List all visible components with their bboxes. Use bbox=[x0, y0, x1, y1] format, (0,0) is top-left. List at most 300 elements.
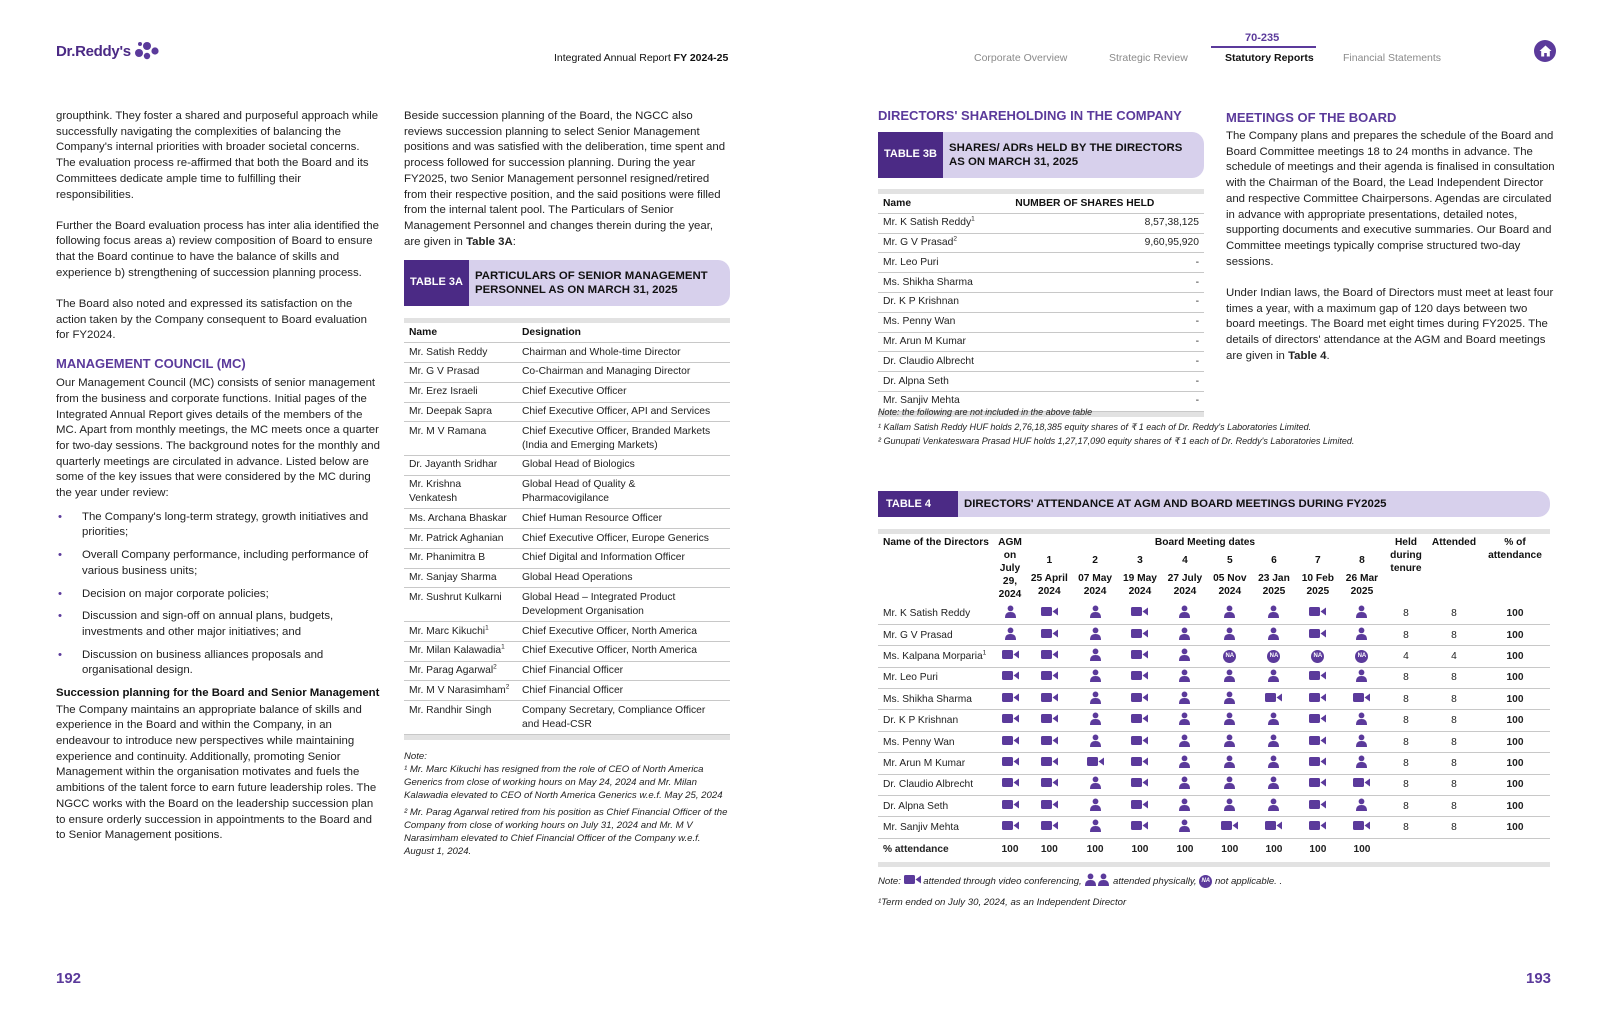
logo-text: Dr.Reddy's bbox=[56, 42, 131, 60]
cell-pct: 100 bbox=[1506, 779, 1524, 791]
cell-attendance bbox=[1118, 646, 1163, 667]
cell-attendance bbox=[1208, 753, 1253, 774]
column-header-meeting bbox=[1026, 552, 1073, 603]
cell-shares: - bbox=[1195, 256, 1199, 268]
cell-attendance bbox=[1118, 624, 1163, 645]
cell-attendance bbox=[1073, 624, 1118, 645]
name-text: Mr. Leo Puri bbox=[883, 672, 938, 684]
table-row bbox=[404, 343, 730, 363]
report-title bbox=[554, 52, 728, 64]
cell-attendance bbox=[1026, 774, 1073, 795]
section-heading-mc: MANAGEMENT COUNCIL (MC) bbox=[56, 356, 246, 372]
meeting-number: 2 bbox=[1092, 555, 1098, 567]
video-conference-icon bbox=[1041, 628, 1058, 643]
video-conference-icon bbox=[1309, 735, 1326, 750]
cell-name bbox=[404, 422, 517, 456]
video-conference-icon bbox=[1002, 692, 1019, 707]
paragraph: The Company maintains an appropriate balance of skills and experience in the Board and within the Company, in an endeavour to introduce new perspectives while maintaining experience and continuity. Additionally, promoting Senior Management within the organisation motivates and fuels the ambitions of the talent force to earn future leadership roles. The NGCC works with the Board on the leadership succession plan to ensure orderly succession in appointments to the Board and to Senior Management positions. bbox=[56, 703, 377, 842]
cell-name bbox=[404, 475, 517, 509]
report-title-year: FY 2024-25 bbox=[673, 52, 729, 64]
cell-attendance bbox=[1252, 774, 1296, 795]
table-row bbox=[878, 689, 1550, 710]
table-row bbox=[404, 509, 730, 529]
cell-attendance bbox=[1162, 646, 1207, 667]
video-conference-icon bbox=[1309, 799, 1326, 814]
cell-designation: Chief Executive Officer, North America bbox=[522, 645, 697, 657]
cell-attendance bbox=[1340, 774, 1384, 795]
table-3b bbox=[878, 194, 1204, 412]
attended-physically-icon bbox=[1355, 669, 1368, 686]
cell-attendance bbox=[1208, 817, 1253, 838]
table-3b-notes bbox=[878, 405, 1438, 449]
cell-name bbox=[878, 332, 1010, 352]
video-conference-icon bbox=[1002, 649, 1019, 664]
list-item: • Decision on major corporate policies; bbox=[56, 587, 382, 603]
cell-attendance bbox=[994, 796, 1026, 817]
table-row bbox=[878, 646, 1550, 667]
cell-pct: 100 bbox=[1506, 607, 1524, 619]
meeting-number: 6 bbox=[1271, 555, 1277, 567]
attended-physically-icon bbox=[1223, 605, 1236, 622]
cell-attendance bbox=[1073, 774, 1118, 795]
cell-empty bbox=[1480, 838, 1550, 859]
logo-mark-icon bbox=[134, 40, 162, 62]
name-text: Mr. Erez Israeli bbox=[409, 386, 478, 398]
video-conference-icon bbox=[1041, 820, 1058, 835]
cell-attendance bbox=[994, 603, 1026, 624]
video-conference-icon bbox=[1309, 692, 1326, 707]
video-conference-icon bbox=[1309, 606, 1326, 621]
cell-attendance bbox=[1026, 710, 1073, 731]
column-header-directors: Name of the Directors bbox=[883, 537, 989, 548]
table-3b-title: SHARES/ ADRs HELD BY THE DIRECTORS AS ON MARCH 31, 2025 bbox=[948, 142, 1183, 168]
meetings-text: Under Indian laws, the Board of Directors must meet at least four times a year, with a maximum gap of 120 days between two board meetings. The Board met eight times during FY2025. The details of directors' attendance at the AGM and Board meetings are given in bbox=[1226, 286, 1554, 362]
list-item: • The Company's long-term strategy, growth initiatives and priorities; bbox=[56, 510, 382, 541]
video-icon bbox=[904, 874, 921, 889]
cell-name bbox=[878, 372, 1010, 392]
cell-total: 100 bbox=[1176, 843, 1194, 855]
total-label: % attendance bbox=[883, 843, 949, 855]
attended-physically-icon bbox=[1089, 691, 1102, 708]
column-header-meeting bbox=[1118, 552, 1163, 603]
meeting-number: 1 bbox=[1046, 555, 1053, 567]
cell-attendance bbox=[1340, 731, 1384, 752]
cell-designation: Chief Executive Officer bbox=[522, 386, 627, 398]
table-row bbox=[404, 422, 730, 456]
cell-held: 8 bbox=[1403, 607, 1409, 619]
name-text: Mr. K Satish Reddy bbox=[883, 217, 972, 229]
cell-name bbox=[878, 753, 994, 774]
list-item: • Discussion and sign-off on annual plans, budgets, investments and other major initiatives; and bbox=[56, 609, 382, 640]
attended-physically-icon bbox=[1089, 819, 1102, 836]
attended-physically-icon bbox=[1223, 776, 1236, 793]
cell-designation: Chairman and Whole-time Director bbox=[522, 346, 681, 358]
section-nav bbox=[962, 30, 1452, 66]
cell-attended: 8 bbox=[1451, 822, 1457, 834]
cell-attended: 8 bbox=[1451, 672, 1457, 684]
legend-na: not applicable. . bbox=[1214, 875, 1283, 887]
cell-attended: 8 bbox=[1451, 607, 1457, 619]
table-row bbox=[878, 796, 1550, 817]
cell-shares: - bbox=[1195, 375, 1199, 387]
footnote-marker: 2 bbox=[505, 683, 510, 691]
video-conference-icon bbox=[1087, 756, 1104, 771]
cell-held: 8 bbox=[1403, 736, 1409, 748]
cell-attendance bbox=[1026, 667, 1073, 688]
cell-name bbox=[404, 701, 517, 735]
cell-attended: 8 bbox=[1451, 715, 1457, 727]
table-row bbox=[404, 455, 730, 475]
video-conference-icon bbox=[1353, 692, 1370, 707]
note-label: Note: bbox=[404, 750, 427, 762]
attended-physically-icon bbox=[1355, 627, 1368, 644]
cell-designation: Chief Executive Officer, North America bbox=[522, 625, 697, 637]
meeting-date: 07 May 2024 bbox=[1078, 573, 1113, 598]
cell-held: 8 bbox=[1403, 693, 1409, 705]
attended-physically-icon bbox=[1089, 712, 1102, 729]
tab-financial-statements[interactable]: Financial Statements bbox=[1343, 52, 1442, 64]
cell-total: 100 bbox=[1221, 843, 1239, 855]
nav-page-range: 70-235 bbox=[1245, 32, 1280, 44]
cell-pct: 100 bbox=[1506, 822, 1524, 834]
table-row bbox=[878, 292, 1204, 312]
table-row bbox=[878, 233, 1204, 253]
table-3a-ref[interactable]: Table 3A bbox=[466, 235, 513, 248]
cell-designation: Global Head Operations bbox=[522, 572, 633, 584]
name-text: Mr. Sanjiv Mehta bbox=[883, 395, 960, 407]
attended-physically-icon bbox=[1267, 776, 1280, 793]
left-column-2 bbox=[404, 109, 730, 858]
attended-physically-icon bbox=[1267, 605, 1280, 622]
table-row bbox=[878, 253, 1204, 273]
attended-physically-icon bbox=[1178, 798, 1191, 815]
cell-shares: 8,57,38,125 bbox=[1144, 217, 1199, 229]
attended-physically-icon bbox=[1178, 691, 1191, 708]
meetings-end: . bbox=[1326, 349, 1330, 362]
footnote-marker: 1 bbox=[501, 643, 505, 651]
name-text: Ms. Shikha Sharma bbox=[883, 276, 973, 288]
column-header-held: Held during tenure bbox=[1390, 537, 1422, 574]
attended-physically-icon bbox=[1089, 776, 1102, 793]
attended-physically-icon bbox=[1178, 734, 1191, 751]
video-conference-icon bbox=[1041, 692, 1058, 707]
table-row bbox=[878, 352, 1204, 372]
home-button[interactable] bbox=[1534, 40, 1556, 62]
cell-attendance bbox=[1340, 646, 1384, 667]
cell-name bbox=[404, 455, 517, 475]
cell-attended: 8 bbox=[1451, 757, 1457, 769]
cell-attendance bbox=[994, 667, 1026, 688]
name-text: Mr. Arun M Kumar bbox=[883, 757, 966, 769]
legend-video: attended through video conferencing, bbox=[923, 875, 1082, 887]
table-4-block bbox=[878, 491, 1550, 909]
cell-total: 100 bbox=[1001, 843, 1019, 855]
cell-name bbox=[878, 710, 994, 731]
table-row bbox=[878, 731, 1550, 752]
cell-pct: 100 bbox=[1506, 715, 1524, 727]
column-header-pct: % of attendance bbox=[1488, 537, 1542, 561]
cell-attendance bbox=[1252, 646, 1296, 667]
cell-attendance bbox=[1118, 710, 1163, 731]
table-rule bbox=[878, 862, 1550, 867]
cell-attendance bbox=[1118, 817, 1163, 838]
video-conference-icon bbox=[1221, 820, 1238, 835]
cell-held: 8 bbox=[1403, 757, 1409, 769]
cell-shares: - bbox=[1195, 395, 1199, 407]
cell-pct: 100 bbox=[1506, 693, 1524, 705]
cell-attendance bbox=[994, 817, 1026, 838]
cell-attended: 8 bbox=[1451, 629, 1457, 641]
meeting-date: 25 April 2024 bbox=[1030, 573, 1068, 598]
cell-name bbox=[878, 273, 1010, 293]
column-header-board-dates: Board Meeting dates bbox=[1154, 537, 1256, 548]
table-row bbox=[404, 475, 730, 509]
name-text: Mr. Parag Agarwal bbox=[409, 665, 494, 677]
cell-shares: - bbox=[1195, 316, 1199, 328]
cell-name bbox=[404, 568, 517, 588]
video-conference-icon bbox=[1002, 799, 1019, 814]
note-0: Note: the following are not included in the above table bbox=[878, 407, 1093, 417]
name-text: Dr. Jayanth Sridhar bbox=[409, 459, 498, 471]
cell-name bbox=[878, 817, 994, 838]
cell-designation: Global Head of Biologics bbox=[522, 459, 635, 471]
table-row bbox=[404, 681, 730, 701]
table-row bbox=[404, 661, 730, 681]
video-conference-icon bbox=[1002, 820, 1019, 835]
cell-attendance bbox=[1162, 689, 1207, 710]
cell-attendance bbox=[1162, 731, 1207, 752]
video-conference-icon bbox=[1131, 820, 1148, 835]
cell-pct: 100 bbox=[1506, 757, 1524, 769]
cell-attendance bbox=[1252, 603, 1296, 624]
cell-name bbox=[878, 667, 994, 688]
table-row bbox=[404, 641, 730, 661]
cell-attendance bbox=[1162, 796, 1207, 817]
cell-attendance bbox=[1340, 710, 1384, 731]
cell-attendance bbox=[994, 753, 1026, 774]
name-text: Mr. Sanjiv Mehta bbox=[883, 822, 959, 834]
name-text: Mr. Sanjay Sharma bbox=[409, 572, 497, 584]
cell-attendance bbox=[1118, 753, 1163, 774]
footnote-marker: 2 bbox=[493, 663, 497, 671]
cell-attendance bbox=[1073, 731, 1118, 752]
cell-attendance bbox=[994, 710, 1026, 731]
table-3a bbox=[404, 323, 730, 735]
name-text: Mr. Krishna Venkatesh bbox=[409, 479, 462, 504]
note-1: ¹ Kallam Satish Reddy HUF holds 2,76,18,385 equity shares of ₹ 1 each of Dr. Reddy's Laboratories Limited. bbox=[878, 421, 1312, 432]
table-row bbox=[404, 588, 730, 622]
video-conference-icon bbox=[1265, 692, 1282, 707]
mc-issues-list bbox=[56, 510, 382, 679]
paragraph: The Board also noted and expressed its satisfaction on the action taken by the Company consequent to Board evaluation for FY2024. bbox=[56, 298, 367, 342]
name-text: Mr. Satish Reddy bbox=[409, 346, 488, 358]
attended-physically-icon bbox=[1089, 648, 1102, 665]
name-text: Mr. Patrick Aghanian bbox=[409, 532, 504, 544]
cell-name bbox=[404, 588, 517, 622]
attended-physically-icon bbox=[1004, 627, 1017, 644]
video-conference-icon bbox=[1041, 756, 1058, 771]
name-text: Ms. Archana Bhaskar bbox=[409, 512, 507, 524]
cell-name bbox=[878, 233, 1010, 253]
cell-attendance bbox=[994, 624, 1026, 645]
cell-attendance bbox=[1162, 624, 1207, 645]
note-1: ¹ Mr. Marc Kikuchi has resigned from the role of CEO of North America Generics from close of working hours on May 24, 2024 and Mr. Milan Kalawadia elevated to CEO of North America Generics w.e.f. May 25, 2024 bbox=[404, 763, 723, 801]
table-3a-notes bbox=[404, 750, 730, 858]
table-4-ref[interactable]: Table 4 bbox=[1288, 349, 1327, 362]
video-conference-icon bbox=[1131, 606, 1148, 621]
meeting-number: 8 bbox=[1359, 555, 1365, 567]
table-row bbox=[404, 622, 730, 642]
video-conference-icon bbox=[1002, 777, 1019, 792]
attended-physically-icon bbox=[1267, 755, 1280, 772]
table-row bbox=[878, 372, 1204, 392]
footnote-marker: 1 bbox=[971, 215, 975, 223]
cell-name bbox=[404, 548, 517, 568]
video-conference-icon bbox=[1131, 713, 1148, 728]
cell-attendance bbox=[1296, 774, 1340, 795]
cell-shares: - bbox=[1195, 355, 1199, 367]
attended-physically-icon bbox=[1355, 712, 1368, 729]
note-prefix: Note: bbox=[878, 875, 901, 887]
cell-attendance bbox=[1296, 646, 1340, 667]
video-conference-icon bbox=[1309, 670, 1326, 685]
name-text: Mr. Leo Puri bbox=[883, 256, 939, 268]
cell-attendance bbox=[1252, 667, 1296, 688]
note-2: ² Mr. Parag Agarwal retired from his position as Chief Financial Officer of the Company from close of working hours on July 31, 2024 and Mr. M V Narasimham elevated to Chief Financial Officer of the Company w.e.f. August 1, 2024. bbox=[404, 806, 728, 857]
attended-physically-icon bbox=[1267, 669, 1280, 686]
video-conference-icon bbox=[1309, 820, 1326, 835]
meeting-number: 5 bbox=[1226, 555, 1233, 567]
cell-attended: 8 bbox=[1451, 800, 1457, 812]
attended-physically-icon bbox=[1178, 776, 1191, 793]
cell-total: 100 bbox=[1265, 843, 1283, 855]
cell-designation: Chief Executive Officer, API and Services bbox=[522, 406, 711, 418]
cell-attendance bbox=[1296, 731, 1340, 752]
table-row bbox=[878, 817, 1550, 838]
cell-name bbox=[404, 641, 517, 661]
cell-name bbox=[404, 509, 517, 529]
name-text: Mr. G V Prasad bbox=[409, 366, 480, 378]
column-header-shares: NUMBER OF SHARES HELD bbox=[1015, 197, 1155, 209]
cell-attendance bbox=[1340, 667, 1384, 688]
column-header-attended: Attended bbox=[1431, 537, 1477, 548]
tab-statutory-reports[interactable]: Statutory Reports bbox=[1225, 52, 1314, 64]
name-text: Dr. Claudio Albrecht bbox=[883, 779, 974, 791]
cell-attendance bbox=[1026, 753, 1073, 774]
cell-held: 8 bbox=[1403, 672, 1409, 684]
attended-physically-icon bbox=[1089, 627, 1102, 644]
cell-designation: Chief Financial Officer bbox=[522, 665, 624, 677]
name-text: Mr. Arun M Kumar bbox=[883, 336, 966, 348]
subheading-succession: Succession planning for the Board and Senior Management bbox=[56, 687, 380, 700]
cell-name bbox=[878, 774, 994, 795]
list-item: • Discussion on business alliances proposals and organisational design. bbox=[56, 648, 382, 679]
column-header-designation: Designation bbox=[522, 326, 581, 338]
table-row bbox=[404, 701, 730, 735]
attended-physically-icon bbox=[1355, 605, 1368, 622]
cell-attendance bbox=[1340, 689, 1384, 710]
cell-attendance bbox=[1252, 710, 1296, 731]
cell-attendance bbox=[994, 689, 1026, 710]
cell-attendance bbox=[1208, 646, 1253, 667]
video-conference-icon bbox=[1309, 628, 1326, 643]
cell-attendance bbox=[1340, 796, 1384, 817]
name-text: Dr. Claudio Albrecht bbox=[883, 355, 975, 367]
cell-name bbox=[878, 624, 994, 645]
cell-pct: 100 bbox=[1506, 672, 1524, 684]
attended-physically-icon bbox=[1223, 755, 1236, 772]
name-text: Dr. K P Krishnan bbox=[883, 296, 959, 308]
table-row bbox=[404, 382, 730, 402]
attended-physically-icon bbox=[1004, 605, 1017, 622]
cell-empty bbox=[1428, 838, 1480, 859]
cell-held: 8 bbox=[1403, 822, 1409, 834]
video-conference-icon bbox=[1265, 820, 1282, 835]
cell-name bbox=[878, 352, 1010, 372]
video-conference-icon bbox=[1353, 820, 1370, 835]
name-text: Ms. Shikha Sharma bbox=[883, 693, 972, 705]
name-text: Ms. Penny Wan bbox=[883, 316, 956, 328]
attended-physically-icon bbox=[1267, 627, 1280, 644]
video-conference-icon bbox=[1309, 713, 1326, 728]
cell-attendance bbox=[1340, 603, 1384, 624]
video-conference-icon bbox=[1309, 756, 1326, 771]
footnote-marker: 1 bbox=[485, 624, 489, 632]
attended-physically-icon bbox=[1267, 798, 1280, 815]
cell-name bbox=[404, 661, 517, 681]
video-conference-icon bbox=[1041, 649, 1058, 664]
total-row bbox=[878, 838, 1550, 859]
table-row bbox=[878, 273, 1204, 293]
meeting-date: 10 Feb 2025 bbox=[1301, 573, 1334, 598]
name-text: Mr. G V Prasad bbox=[883, 629, 953, 641]
paragraph: groupthink. They foster a shared and purposeful approach while successfully navigating the complexities of balancing the Company's internal priorities with broader societal concerns. The evaluation process re-affirmed that both the Board and its Committees dedicate ample time to fulfilling their responsibilities. bbox=[56, 110, 379, 201]
table-row bbox=[878, 710, 1550, 731]
cell-shares: - bbox=[1195, 336, 1199, 348]
attended-physically-icon bbox=[1178, 648, 1191, 665]
name-text: Dr. Alpna Seth bbox=[883, 375, 949, 387]
video-conference-icon bbox=[1002, 670, 1019, 685]
cell-name bbox=[878, 603, 994, 624]
name-text: Mr. M V Ramana bbox=[409, 425, 487, 437]
company-logo[interactable] bbox=[56, 40, 162, 62]
video-conference-icon bbox=[1002, 735, 1019, 750]
name-text: Dr. K P Krishnan bbox=[883, 715, 959, 727]
cell-held: 8 bbox=[1403, 715, 1409, 727]
paragraph: Our Management Council (MC) consists of senior management from the business and corporate functions. Initial pages of the Integrated Annual Report gives details of the members of the MC. Apart from monthly meetings, the MC meets once a quarter for two-day sessions. The background notes for the monthly and quarterly meetings are circulated in advance. Listed below are some of the key issues that were considered by the MC during the year under review: bbox=[56, 377, 380, 500]
tab-strategic-review[interactable]: Strategic Review bbox=[1109, 52, 1188, 64]
cell-name bbox=[878, 731, 994, 752]
cell-name bbox=[878, 292, 1010, 312]
cell-attendance bbox=[1118, 667, 1163, 688]
cell-empty bbox=[1384, 838, 1428, 859]
tab-corporate-overview[interactable]: Corporate Overview bbox=[974, 52, 1068, 64]
column-header-name: Name bbox=[883, 197, 912, 209]
cell-attendance bbox=[1162, 753, 1207, 774]
attended-physically-icon bbox=[1223, 734, 1236, 751]
attended-physically-icon bbox=[1178, 605, 1191, 622]
cell-designation: Chief Human Resource Officer bbox=[522, 512, 663, 524]
name-text: Mr. G V Prasad bbox=[883, 237, 954, 249]
table-row bbox=[878, 753, 1550, 774]
cell-attendance bbox=[1073, 796, 1118, 817]
cell-attendance bbox=[1340, 753, 1384, 774]
table-row bbox=[878, 312, 1204, 332]
table-3b-header bbox=[878, 132, 1204, 178]
table-4-tag: TABLE 4 bbox=[878, 491, 958, 517]
cell-attendance bbox=[994, 731, 1026, 752]
attended-physically-icon bbox=[1355, 755, 1368, 772]
